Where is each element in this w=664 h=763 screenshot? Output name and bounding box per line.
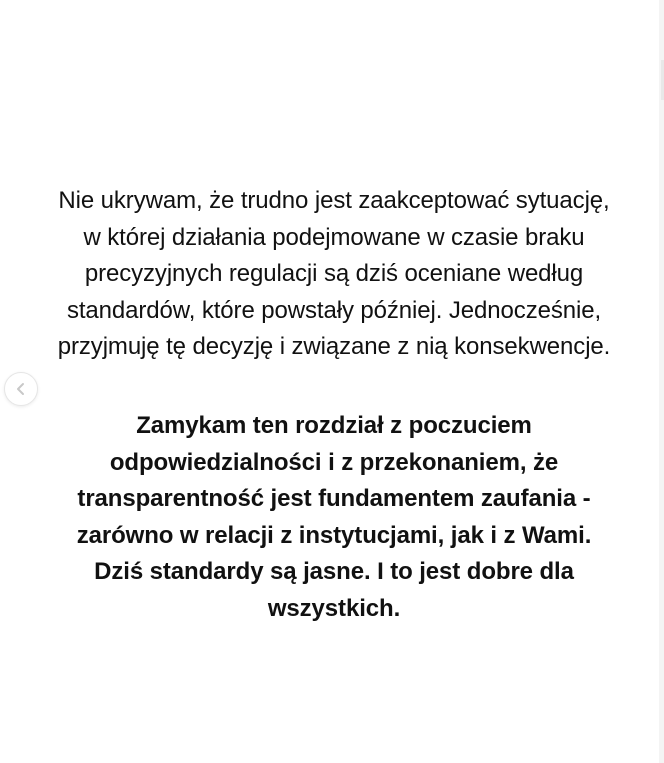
closing-line: zarówno w relacji z instytucjami, jak i z Wami. [76, 521, 592, 549]
statement-line: przyjmuję tę decyzję i związane z nią konsekwencje. [57, 333, 611, 360]
adjacent-slide-edge [659, 0, 664, 763]
closing-line: wszystkich. [267, 594, 401, 622]
statement-line: Nie ukrywam, że trudno jest zaakceptować sytuację, [58, 187, 610, 214]
statement-line: standardów, które powstały później. Jednocześnie, [66, 296, 602, 324]
closing-line: odpowiedzialności i z przekonaniem, że [109, 448, 559, 476]
closing-paragraph [8, 408, 660, 627]
closing-line: Dziś standardy są jasne. I to jest dobre dla [94, 558, 574, 585]
statement-line: precyzyjnych regulacji są dziś oceniane według [84, 260, 584, 287]
statement-paragraph [8, 183, 660, 366]
carousel-prev-button[interactable] [4, 372, 38, 406]
statement-line: w której działania podejmowane w czasie braku [83, 223, 585, 251]
closing-line: transparentność jest fundamentem zaufania - [77, 485, 591, 512]
closing-line: Zamykam ten rozdział z poczuciem [136, 412, 532, 439]
chevron-left-icon [15, 382, 27, 396]
